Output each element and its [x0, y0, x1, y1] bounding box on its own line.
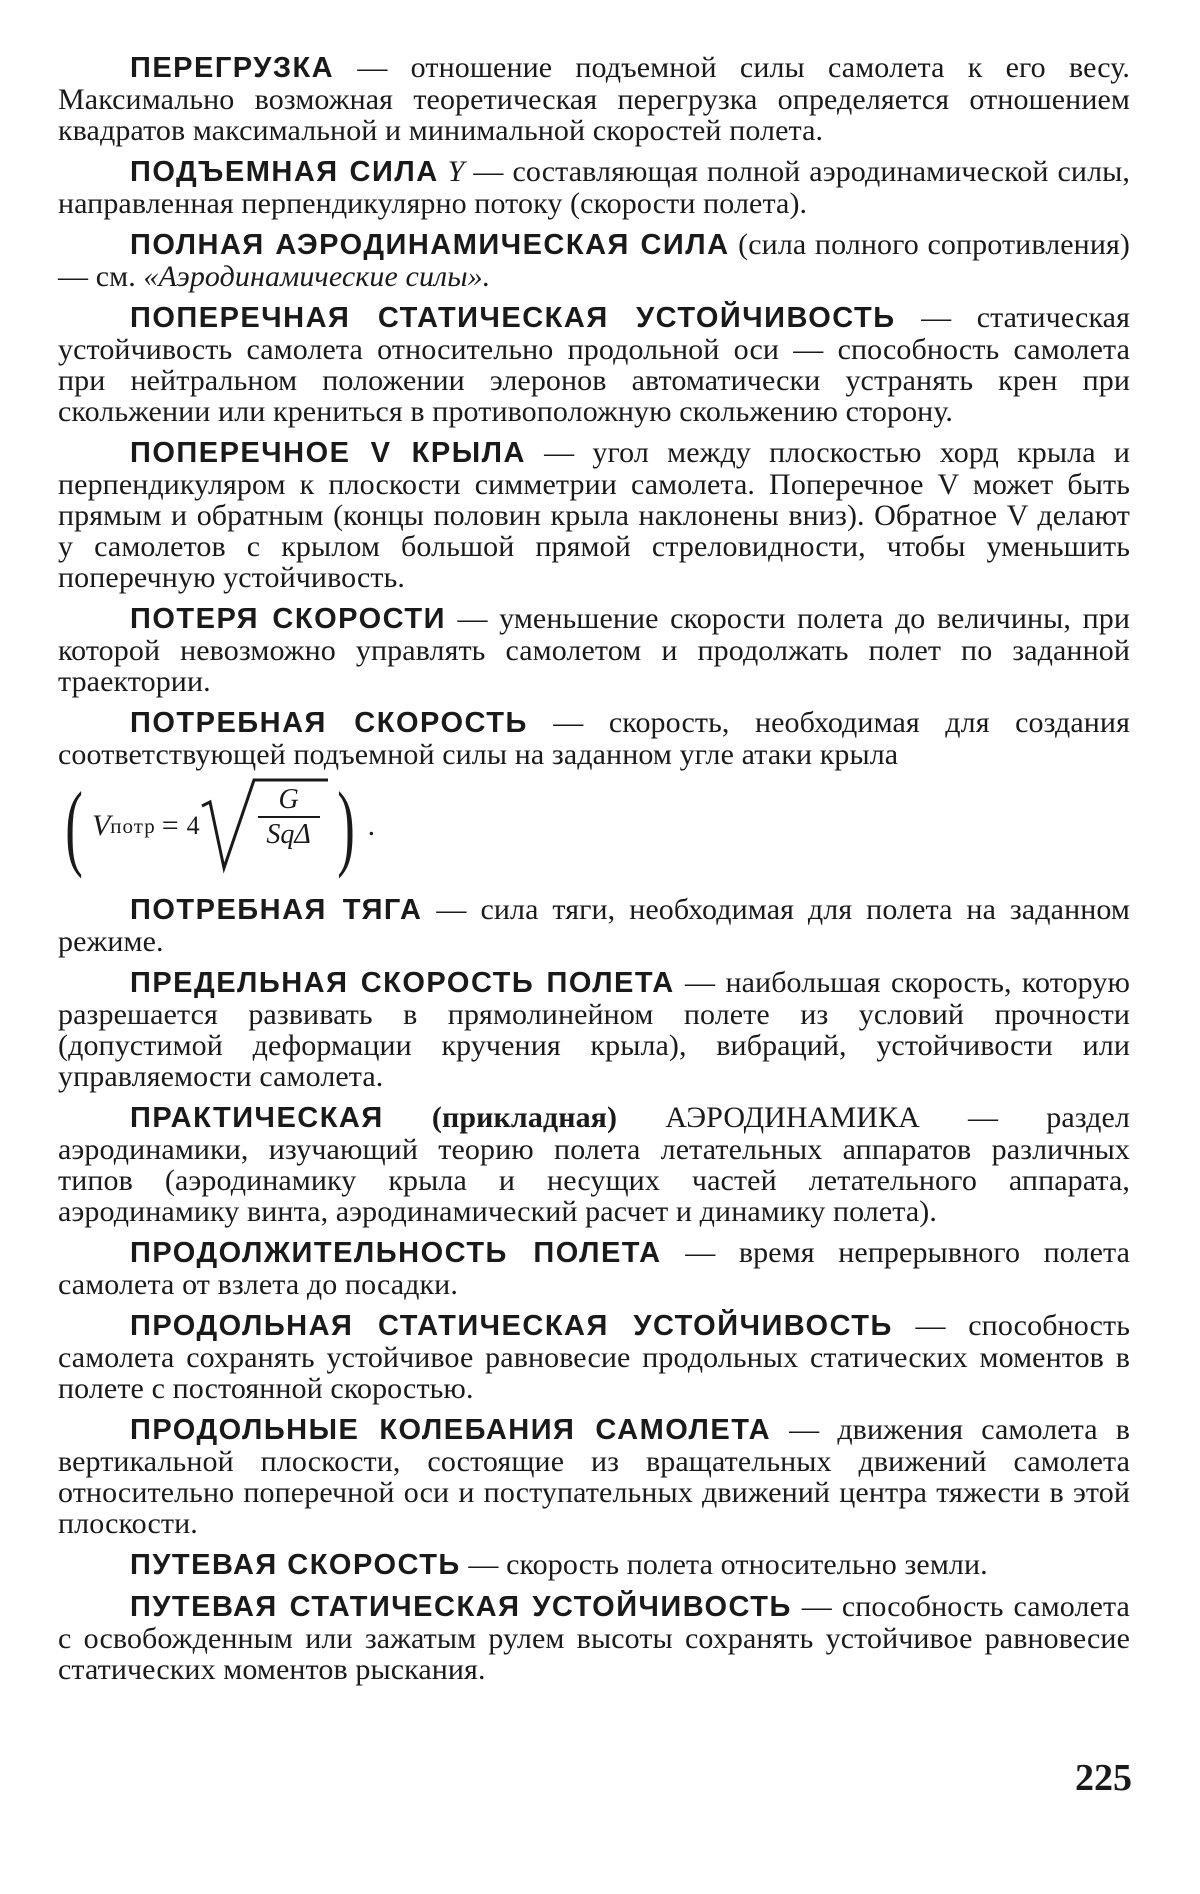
- entry-putevaya-ustoychivost: [58, 1591, 1130, 1685]
- formula-variable: V: [91, 809, 111, 842]
- formula-equals: =: [161, 809, 179, 842]
- entry-separator: —: [460, 1548, 507, 1581]
- entry-peregruzka: [58, 52, 1130, 146]
- entry-term: ПОТЕРЯ СКОРОСТИ: [130, 603, 446, 635]
- entry-potrebnaya-skorost: [58, 707, 1130, 770]
- entry-definition: отношение подъемной силы самолета к его весу. Максимально возможная теоретическая перегрузка определяется отношением квадратов максимальной и минимальной скоростей полета.: [58, 51, 1130, 147]
- entry-putevaya-skorost: [58, 1549, 1130, 1581]
- entry-symbol: Y: [447, 155, 465, 188]
- entry-term: ПЕРЕГРУЗКА: [130, 52, 335, 84]
- entry-term: ПРОДОЛЖИТЕЛЬНОСТЬ ПОЛЕТА: [130, 1237, 662, 1269]
- entry-term: ПРЕДЕЛЬНАЯ СКОРОСТЬ ПОЛЕТА: [130, 967, 675, 999]
- entry-prodolnye-kolebaniya: [58, 1414, 1130, 1539]
- entry-definition: способность самолета сохранять устойчивое равновесие продольных статических моментов в полете с постоянной скоростью.: [58, 1309, 1130, 1405]
- entry-term: ПОТРЕБНАЯ ТЯГА: [130, 894, 423, 926]
- entry-definition: способность самолета с освобожденным или зажатым рулем высоты сохранять устойчивое равновесие статических моментов рыскания.: [58, 1590, 1130, 1686]
- entry-separator: —: [661, 1236, 739, 1269]
- formula-numerator: G: [278, 784, 299, 815]
- entry-poperechnoe-v: [58, 437, 1130, 593]
- entry-poperechnaya-ustoychivost: [58, 302, 1130, 427]
- entry-prodolzhitelnost: [58, 1237, 1130, 1300]
- entry-separator: —: [525, 436, 593, 469]
- entry-definition: (сила полного сопротивления) — см.: [58, 228, 1130, 293]
- entry-separator: —: [527, 706, 609, 739]
- entry-term: ПОПЕРЕЧНОЕ V КРЫЛА: [130, 437, 526, 469]
- entry-definition: АЭРОДИНАМИКА — раздел аэродинамики, изучающий теорию полета летательных аппаратов различных типов (аэродинамику крыла и несущих частей летательного аппарата, аэродинамику винта, аэродинамический расчет и динамику полета).: [58, 1101, 1130, 1228]
- page-number: 225: [1075, 1757, 1132, 1799]
- formula-subscript: потр: [110, 813, 156, 838]
- entry-term: ПОПЕРЕЧНАЯ СТАТИЧЕСКАЯ УСТОЙЧИВОСТЬ: [130, 302, 896, 334]
- entry-term: ПОЛНАЯ АЭРОДИНАМИЧЕСКАЯ СИЛА: [130, 229, 730, 261]
- entry-definition: наибольшая скорость, которую разрешается развивать в прямолинейном полете из условий прочности (допустимой деформации кручения крыла), вибраций, устойчивости или управляемости самолета.: [58, 966, 1130, 1093]
- entry-definition: движения самолета в вертикальной плоскости, состоящие из вращательных движений самолета относительно поперечной оси и поступательных движений центра тяжести в этой плоскости.: [58, 1413, 1130, 1540]
- entry-definition: статическая устойчивость самолета относительно продольной оси — способность самолета при нейтральном положении элеронов автоматически устранять крен при скольжении или крениться в противоположную скольжению сторону.: [58, 301, 1130, 428]
- required-speed-formula: [58, 772, 1130, 880]
- entry-separator: —: [892, 1309, 969, 1342]
- entry-separator: —: [674, 966, 726, 999]
- entry-separator: —: [334, 51, 411, 84]
- entry-term: ПУТЕВАЯ СТАТИЧЕСКАЯ УСТОЙЧИВОСТЬ: [130, 1591, 792, 1623]
- formula-close-paren: ): [336, 772, 355, 879]
- entry-separator: —: [895, 301, 977, 334]
- formula-open-paren: (: [65, 772, 83, 879]
- entry-separator: —: [422, 893, 481, 926]
- entry-poterya-skorosti: [58, 603, 1130, 697]
- formula-radical: [200, 776, 330, 876]
- formula-root-index: 4: [186, 811, 200, 840]
- entry-term: ПРАКТИЧЕСКАЯ: [130, 1102, 384, 1134]
- entry-term: ПРОДОЛЬНАЯ СТАТИЧЕСКАЯ УСТОЙЧИВОСТЬ: [130, 1310, 893, 1342]
- formula-denominator: SqΔ: [266, 819, 311, 850]
- entry-definition: угол между плоскостью хорд крыла и перпендикуляром к плоскости симметрии самолета. Поперечное V может быть прямым и обратным (концы половин крыла наклонены вниз). Обратное V делают у самолетов с крылом большой прямой стреловидности, чтобы уменьшить поперечную устойчивость.: [58, 436, 1130, 594]
- entry-term: ПОТРЕБНАЯ СКОРОСТЬ: [130, 707, 528, 739]
- formula-fraction: [258, 784, 320, 852]
- entry-separator: —: [771, 1413, 838, 1446]
- entry-definition: сила тяги, необходимая для полета на заданном режиме.: [58, 893, 1130, 958]
- entry-podemnaya-sila: [58, 156, 1130, 219]
- entry-separator: [730, 228, 739, 261]
- entry-definition: — составляющая полной аэродинамической силы, направленная перпендикулярно потоку (скорости полета).: [58, 155, 1130, 220]
- entry-prakticheskaya-aerodinamika: [58, 1102, 1130, 1227]
- entry-prodolnaya-ustoychivost: [58, 1310, 1130, 1404]
- entry-definition: скорость полета относительно земли.: [506, 1548, 988, 1581]
- entry-definition: время непрерывного полета самолета от взлета до посадки.: [58, 1236, 1130, 1301]
- entry-potrebnaya-tyaga: [58, 894, 1130, 957]
- entry-parenthetical: (прикладная): [431, 1101, 618, 1134]
- entry-term: ПУТЕВАЯ СКОРОСТЬ: [130, 1549, 461, 1581]
- entry-predelnaya-skorost: [58, 967, 1130, 1092]
- entry-definition: уменьшение скорости полета до величины, при которой невозможно управлять самолетом и продолжать полет по заданной траектории.: [58, 602, 1130, 698]
- entry-separator: [384, 1101, 432, 1134]
- entry-separator: [439, 155, 448, 188]
- entry-separator: —: [445, 602, 500, 635]
- entry-polnaya-sila: [58, 229, 1130, 292]
- entry-term: ПРОДОЛЬНЫЕ КОЛЕБАНИЯ САМОЛЕТА: [130, 1414, 772, 1446]
- entry-term: ПОДЪЕМНАЯ СИЛА: [130, 156, 439, 188]
- entry-separator: —: [791, 1590, 842, 1623]
- formula-period: .: [367, 809, 376, 842]
- entry-cross-reference: «Аэродинамические силы».: [143, 260, 491, 293]
- entry-definition: скорость, необходимая для создания соответствующей подъемной силы на заданном угле атаки крыла: [58, 706, 1130, 771]
